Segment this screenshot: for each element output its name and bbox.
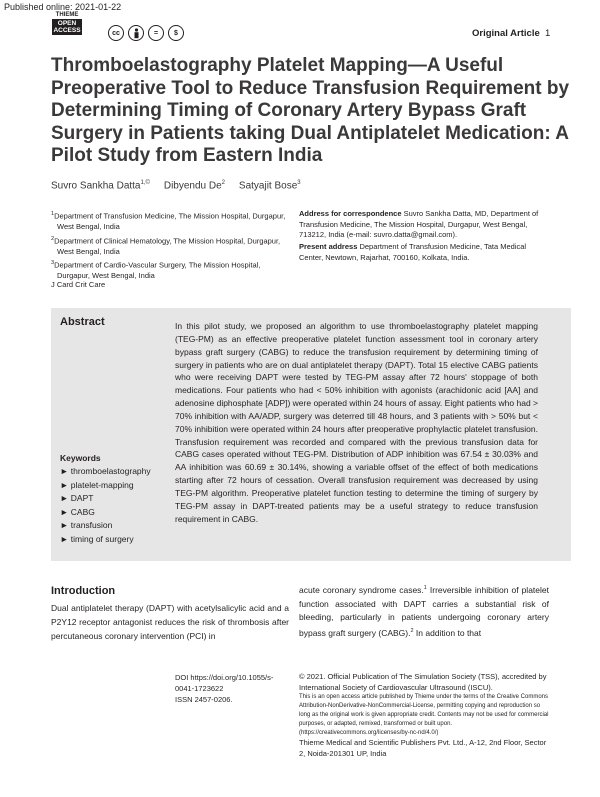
present-address-text: Department of Transfusion Medicine, Tata Medical Center, Newtown, Rajarhat, 700160, Kolkata, India. — [299, 242, 527, 262]
introduction-heading: Introduction — [51, 585, 116, 597]
thieme-open-access-logo — [52, 12, 82, 42]
logo-line2: OPEN — [57, 20, 77, 27]
article-title: Thromboelastography Platelet Mapping—A Useful Preoperative Tool to Reduce Transfusion Requirement by Determining Timing of Coronary Artery Bypass Graft Surgery in Patients taking Dual Antiplatelet Medication: A Pilot Study from Eastern India — [51, 55, 570, 166]
logo-line3: ACCESS — [53, 27, 81, 34]
page-number: 1 — [545, 28, 551, 39]
present-address-label: Present address — [299, 242, 358, 251]
article-type: Original Article — [472, 28, 540, 39]
author-name: Satyajit Bose — [238, 180, 298, 192]
author-list — [51, 180, 301, 191]
by-icon — [128, 25, 144, 41]
introduction-col2: acute coronary syndrome cases.$^1$ Irreversible inhibition of platelet function associated with DAPT carries a substantial risk of bleeding, particularly in patients undergoing coronary artery bypass graft surgery (CABG).$^2$ In addition to that — [299, 584, 549, 639]
keyword-list — [60, 465, 151, 546]
keyword-item: ► thromboelastography — [60, 466, 151, 476]
correspondence-text: Suvro Sankha Datta, MD, Department of Transfusion Medicine, The Mission Hospital, Durgapur, West Bengal, 713212, India (e-mail: suvro.datta@gmail.com). — [299, 209, 539, 239]
journal-name: J Card Crit Care — [51, 280, 106, 289]
nc-icon: $ — [168, 25, 184, 41]
license-text: This is an open access article published by Thieme under the terms of the Creative Commons Attribution-NonDerivative-NonCommercial-License, permitting copying and reproduction so long as the original work is given appropriate credit. Contents may not be used for commercial purposes, or adapted, remixed, transformed or built upon. (https://creativecommons.org/licenses/by-nc-nd/4.0/) — [299, 694, 549, 736]
cc-icon: cc — [108, 25, 124, 41]
doi-block — [175, 672, 285, 705]
author-name: Suvro Sankha Datta — [51, 180, 141, 192]
issn: ISSN 2457-0206. — [175, 695, 233, 704]
present-address — [299, 242, 549, 263]
affiliation: $^3$Department of Cardio-Vascular Surgery, The Mission Hospital, Durgapur, West Bengal, India — [51, 260, 261, 280]
nd-icon: = — [148, 25, 164, 41]
abstract-heading: Abstract — [60, 316, 105, 328]
author-sup: 1,© — [140, 180, 150, 186]
doi-link[interactable]: DOI https://doi.org/10.1055/s-0041-1723622 — [175, 673, 274, 693]
affiliation: $^2$Department of Clinical Hematology, The Mission Hospital, Durgapur, West Bengal, India — [51, 235, 281, 256]
author-sup: 2 — [221, 180, 225, 186]
affiliation: $^1$Department of Transfusion Medicine, The Mission Hospital, Durgapur, West Bengal, India — [51, 211, 286, 231]
publisher-address: Thieme Medical and Scientific Publishers Pvt. Ltd., A-12, 2nd Floor, Sector 2, Noida-201301 UP, India — [299, 738, 547, 758]
keyword-item: ► transfusion — [60, 520, 113, 530]
correspondence — [299, 209, 549, 241]
copyright-line1: © 2021. Official Publication of The Simulation Society (TSS), accredited by International Society of Cardiovascular Ultrasound (ISCU). — [299, 672, 547, 692]
correspondence-label: Address for correspondence — [299, 209, 402, 218]
keyword-item: ► CABG — [60, 506, 95, 517]
introduction-col1: Dual antiplatelet therapy (DAPT) with acetylsalicylic acid and a P2Y12 receptor antagonist reduces the risk of thrombosis after percutaneous coronary intervention (PCI) in — [51, 603, 289, 641]
author-name: Dibyendu De — [163, 180, 222, 192]
keywords-heading: Keywords — [60, 453, 101, 463]
published-online-date: Published online: 2021-01-22 — [4, 2, 122, 12]
copyright-block — [299, 672, 551, 759]
keyword-item: ► DAPT — [60, 493, 94, 503]
author-sup: 3 — [297, 180, 301, 186]
affiliations — [51, 209, 291, 283]
keyword-item: ► timing of surgery — [60, 533, 134, 544]
keyword-item: ► platelet-mapping — [60, 479, 134, 490]
logo-line1: THIEME — [55, 12, 79, 18]
abstract-text: In this pilot study, we proposed an algorithm to use thromboelastography platelet mapping (TEG-PM) as an effective preoperative platelet function assessment tool in coronary artery bypass graft surgery (CABG) to reduce the transfusion requirement by determining timing of surgery in patients who are on dual antiplatelet therapy (DAPT). Total 15 elective CABG patients who were receiving DAPT were tested by TEG-PM assay after 72 hours' stoppage of both medications. Four patients who had < 50% inhibition with agonists (arachidonic acid [AA] and adenosine diphosphate [ADP]) were operated within 24 hours of assay. Eight patients who had > 70% inhibition with AA/ADP, surgery was deterred till 48 hours, and 3 patients with > 50% but < 70% inhibition were operated within 24 hours after preoperative prophylactic platelet transfusion. Transfusion requirement was recorded and compared with the previous transfusion data for CABG cases operated without TEG-PM. Distribution of ADP inhibition was 67.54 ± 30.03% and AA inhibition was 60.69 ± 30.14%, showing a variable offset of the effect of both medications starting after 72 hours of cessation. Overall transfusion requirement was decreased by using TEG-PM algorithm. Preoperative platelet function testing to determine the timing of surgery by TEG-PM assay in DAPT-treated patients may be a useful strategy to reduce transfusion requirement in CABG. — [175, 321, 538, 524]
